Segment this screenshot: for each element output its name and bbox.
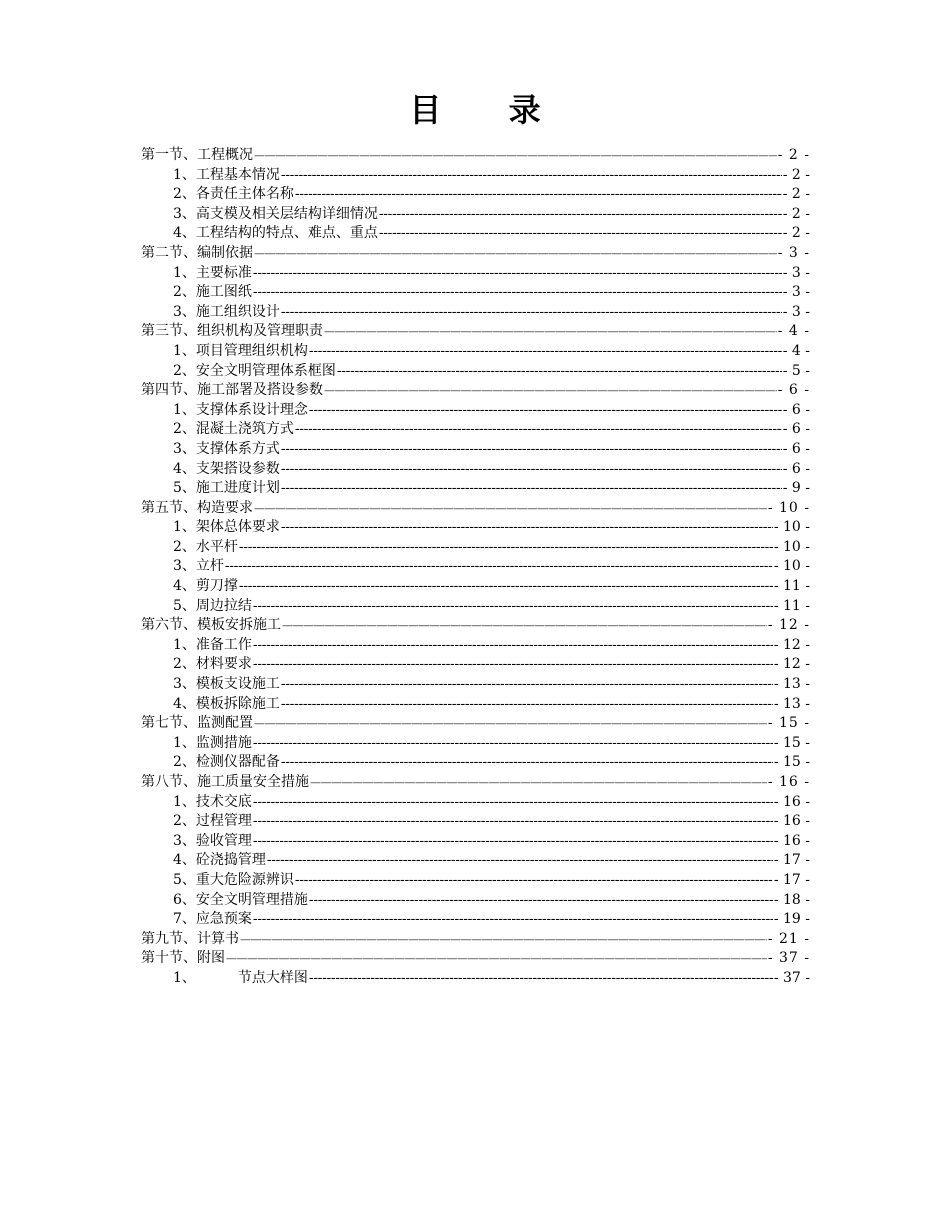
toc-page-number: - 12 -	[767, 617, 810, 634]
toc-entry-label	[173, 557, 224, 577]
toc-entry-text: 1、工程基本情况	[173, 166, 280, 183]
toc-entry-text: 1、主要标准	[173, 264, 252, 281]
toc-subsection-entry[interactable]	[141, 734, 810, 754]
toc-subsection-entry[interactable]	[141, 636, 810, 656]
toc-entry-label	[141, 949, 225, 969]
toc-subsection-entry[interactable]	[141, 479, 810, 499]
toc-dot-leader	[267, 851, 773, 871]
toc-section-entry[interactable]	[141, 381, 810, 401]
table-of-contents	[141, 146, 810, 989]
toc-page-number: - 12 -	[773, 636, 810, 653]
toc-entry-text: 第九节、计算书	[141, 930, 239, 947]
toc-subsection-entry[interactable]	[141, 224, 810, 244]
toc-page-number: - 5 -	[782, 362, 810, 379]
toc-section-entry[interactable]	[141, 146, 810, 166]
toc-entry-text: 1、	[173, 969, 196, 986]
toc-dot-leader	[281, 460, 782, 480]
toc-dot-leader	[379, 224, 782, 244]
toc-page-number: - 10 -	[773, 519, 810, 536]
toc-subsection-entry[interactable]	[141, 401, 810, 421]
toc-entry-label	[141, 381, 323, 401]
toc-dot-leader	[295, 420, 782, 440]
toc-dot-leader	[281, 303, 782, 323]
toc-page-number: - 13 -	[773, 676, 810, 693]
toc-section-entry[interactable]	[141, 322, 810, 342]
toc-entry-text: 4、模板拆除施工	[173, 695, 280, 712]
toc-entry-text: 2、过程管理	[173, 813, 252, 830]
toc-dot-leader	[239, 538, 773, 558]
toc-entry-text: 第八节、施工质量安全措施	[141, 774, 309, 790]
toc-entry-label	[141, 616, 281, 636]
toc-entry-text: 1、技术交底	[173, 793, 252, 810]
toc-entry-text: 5、重大危险源辨识	[173, 871, 294, 888]
toc-entry-text: 第二节、编制依据	[141, 244, 253, 261]
toc-entry-text: 第一节、工程概况	[141, 147, 253, 163]
toc-subsection-entry[interactable]	[141, 891, 810, 911]
toc-dot-leader	[254, 499, 767, 519]
toc-dot-leader	[282, 616, 767, 636]
toc-entry-text: 第四节、施工部署及搭设参数	[141, 382, 323, 399]
toc-page-number: - 9 -	[782, 480, 810, 497]
toc-entry-text: 1、准备工作	[173, 636, 252, 653]
toc-subsection-entry[interactable]	[141, 166, 810, 186]
toc-subsection-entry[interactable]	[141, 753, 810, 773]
toc-page-number: - 2 -	[777, 147, 810, 163]
toc-section-entry[interactable]	[141, 930, 810, 950]
toc-dot-leader	[253, 597, 773, 617]
toc-page-number: - 3 -	[782, 303, 810, 320]
toc-dot-leader	[226, 949, 767, 969]
toc-dot-leader	[281, 753, 773, 773]
toc-page-number: - 11 -	[773, 578, 810, 595]
toc-entry-text: 4、剪刀撑	[173, 578, 238, 595]
toc-entry-text: 3、立杆	[173, 558, 224, 575]
toc-entry-label	[173, 655, 252, 675]
toc-entry-text: 第十节、附图	[141, 950, 225, 967]
toc-entry-label	[141, 146, 253, 166]
toc-page-number: - 10 -	[773, 558, 810, 575]
toc-entry-label	[173, 695, 280, 715]
toc-dot-leader	[281, 695, 773, 715]
toc-dot-leader	[379, 205, 782, 225]
toc-entry-label	[173, 264, 252, 284]
toc-dot-leader	[309, 891, 773, 911]
toc-entry-text: 2、安全文明管理体系框图	[173, 362, 336, 379]
toc-page-number: - 2 -	[782, 205, 810, 222]
toc-dot-leader	[281, 166, 782, 186]
toc-entry-label	[141, 930, 239, 950]
toc-page-number: - 19 -	[773, 911, 810, 928]
toc-page-number: - 15 -	[773, 754, 810, 771]
toc-subsection-entry[interactable]	[141, 283, 810, 303]
toc-page-number: - 3 -	[777, 244, 810, 261]
toc-subsection-entry[interactable]	[141, 460, 810, 480]
toc-entry-label	[173, 538, 238, 558]
toc-subsection-entry[interactable]	[141, 342, 810, 362]
toc-entry-label	[173, 342, 308, 362]
toc-dot-leader	[337, 362, 782, 382]
toc-page-number: - 16 -	[773, 832, 810, 849]
toc-entry-text: 7、应急预案	[173, 911, 252, 928]
toc-page-number: - 6 -	[777, 382, 810, 399]
toc-section-entry[interactable]	[141, 499, 810, 519]
toc-entry-label	[173, 832, 252, 852]
toc-entry-label	[173, 185, 294, 205]
toc-dot-leader	[253, 655, 773, 675]
toc-page-number: - 3 -	[782, 264, 810, 281]
toc-entry-label	[173, 518, 280, 538]
toc-entry-label	[173, 910, 252, 930]
toc-page-number: - 15 -	[767, 715, 810, 732]
toc-entry-label	[173, 224, 378, 244]
toc-entry-label	[173, 753, 280, 773]
toc-dot-leader	[253, 832, 773, 852]
toc-page-number: - 6 -	[782, 421, 810, 438]
toc-subsection-entry[interactable]	[141, 597, 810, 617]
toc-dot-leader	[310, 773, 767, 793]
toc-dot-leader	[240, 930, 767, 950]
toc-page-number: - 2 -	[782, 186, 810, 203]
toc-dot-leader	[295, 185, 782, 205]
toc-entry-text-continued: 节点大样图	[237, 969, 308, 986]
toc-page-number: - 6 -	[782, 401, 810, 418]
toc-entry-text: 4、工程结构的特点、难点、重点	[173, 225, 378, 242]
toc-entry-label	[173, 793, 252, 813]
toc-page-number: - 16 -	[767, 774, 810, 790]
toc-page-number: - 18 -	[773, 891, 810, 908]
toc-entry-label	[141, 499, 253, 519]
toc-subsection-entry[interactable]	[141, 793, 810, 813]
toc-entry-label	[173, 440, 280, 460]
toc-subsection-entry[interactable]	[141, 538, 810, 558]
toc-subsection-entry[interactable]	[141, 264, 810, 284]
toc-entry-text: 1、支撑体系设计理念	[173, 401, 308, 418]
toc-subsection-entry[interactable]	[141, 832, 810, 852]
toc-subsection-entry[interactable]	[141, 205, 810, 225]
toc-entry-text: 3、模板支设施工	[173, 676, 280, 693]
toc-dot-leader	[253, 734, 773, 754]
toc-subsection-entry[interactable]	[141, 303, 810, 323]
toc-dot-leader	[253, 793, 773, 813]
toc-subsection-entry[interactable]	[141, 910, 810, 930]
toc-page-number: - 10 -	[767, 499, 810, 516]
toc-entry-label	[141, 773, 309, 793]
toc-entry-text: 2、各责任主体名称	[173, 186, 294, 203]
toc-dot-leader	[254, 244, 777, 264]
toc-entry-text: 5、周边拉结	[173, 597, 252, 614]
toc-entry-text: 4、砼浇捣管理	[173, 852, 266, 869]
toc-entry-label	[173, 636, 252, 656]
toc-entry-label	[173, 577, 238, 597]
toc-entry-text: 2、混凝土浇筑方式	[173, 421, 294, 438]
page-title: 目 录	[409, 91, 569, 129]
toc-subsection-entry[interactable]	[141, 440, 810, 460]
toc-page-number: - 37 -	[773, 969, 810, 986]
toc-subsection-entry[interactable]	[141, 655, 810, 675]
toc-subsection-entry[interactable]	[141, 362, 810, 382]
toc-section-entry[interactable]	[141, 714, 810, 734]
toc-page-number: - 4 -	[782, 342, 810, 359]
toc-entry-label	[173, 851, 266, 871]
toc-dot-leader	[309, 342, 782, 362]
toc-subsection-entry[interactable]	[141, 557, 810, 577]
toc-dot-leader	[324, 381, 777, 401]
toc-page-number: - 10 -	[773, 538, 810, 555]
toc-entry-label	[173, 420, 294, 440]
toc-entry-label	[173, 303, 280, 323]
toc-dot-leader	[253, 264, 782, 284]
toc-entry-text: 1、监测措施	[173, 734, 252, 751]
toc-entry-text: 5、施工进度计划	[173, 480, 280, 497]
toc-subsection-entry[interactable]	[141, 851, 810, 871]
toc-page-number: - 11 -	[773, 597, 810, 614]
toc-dot-leader	[281, 479, 782, 499]
toc-entry-label	[173, 675, 280, 695]
toc-section-entry[interactable]	[141, 616, 810, 636]
toc-page-number: - 12 -	[773, 656, 810, 673]
toc-dot-leader	[225, 557, 773, 577]
toc-entry-text: 2、施工图纸	[173, 284, 252, 301]
toc-entry-label	[141, 322, 323, 342]
toc-subsection-entry[interactable]	[141, 675, 810, 695]
toc-dot-leader	[295, 871, 773, 891]
toc-entry-text: 第五节、构造要求	[141, 499, 253, 516]
toc-entry-label	[173, 812, 252, 832]
toc-entry-label	[173, 871, 294, 891]
toc-section-entry[interactable]	[141, 949, 810, 969]
toc-subsection-entry[interactable]	[141, 577, 810, 597]
toc-subsection-entry[interactable]	[141, 871, 810, 891]
toc-entry-text: 3、验收管理	[173, 832, 252, 849]
toc-entry-text: 2、检测仪器配备	[173, 754, 280, 771]
toc-entry-label	[173, 205, 378, 225]
toc-entry-text: 4、支架搭设参数	[173, 460, 280, 477]
toc-entry-label	[173, 460, 280, 480]
toc-section-entry[interactable]	[141, 244, 810, 264]
toc-dot-leader	[253, 910, 773, 930]
toc-entry-label	[173, 401, 308, 421]
toc-page-number: - 3 -	[782, 284, 810, 301]
toc-entry-label	[173, 597, 252, 617]
toc-entry-text: 第六节、模板安拆施工	[141, 617, 281, 634]
toc-entry-text: 第七节、监测配置	[141, 715, 253, 732]
toc-dot-leader	[253, 283, 782, 303]
toc-page-number: - 21 -	[767, 930, 810, 947]
toc-page-number: - 13 -	[773, 695, 810, 712]
toc-dot-leader	[254, 146, 777, 166]
toc-page-number: - 16 -	[773, 813, 810, 830]
toc-dot-leader	[253, 812, 773, 832]
toc-entry-label	[173, 362, 336, 382]
toc-page-number: - 37 -	[767, 950, 810, 967]
toc-page-number: - 4 -	[777, 323, 810, 340]
toc-entry-text: 3、施工组织设计	[173, 303, 280, 320]
toc-entry-label	[173, 166, 280, 186]
toc-entry-text: 1、架体总体要求	[173, 519, 280, 536]
toc-page-number: - 6 -	[782, 460, 810, 477]
toc-dot-leader	[309, 401, 782, 421]
toc-page-number: - 16 -	[773, 793, 810, 810]
toc-page-number: - 15 -	[773, 734, 810, 751]
toc-subsection-entry[interactable]	[141, 812, 810, 832]
toc-subsection-entry[interactable]	[141, 420, 810, 440]
toc-entry-label	[173, 969, 308, 989]
toc-dot-leader	[254, 714, 767, 734]
toc-section-entry[interactable]	[141, 773, 810, 793]
toc-subsection-entry[interactable]	[141, 695, 810, 715]
toc-entry-text: 3、高支模及相关层结构详细情况	[173, 205, 378, 222]
toc-dot-leader	[309, 969, 773, 989]
toc-dot-leader	[239, 577, 773, 597]
toc-subsection-entry[interactable]	[141, 185, 810, 205]
toc-page-number: - 17 -	[773, 871, 810, 888]
toc-entry-label	[173, 734, 252, 754]
toc-dot-leader	[324, 322, 777, 342]
toc-entry-label	[173, 283, 252, 303]
toc-page-number: - 6 -	[782, 440, 810, 457]
toc-entry-label	[141, 244, 253, 264]
toc-dot-leader	[281, 440, 782, 460]
toc-page-number: - 2 -	[782, 225, 810, 242]
toc-entry-text: 3、支撑体系方式	[173, 440, 280, 457]
toc-entry-label	[173, 479, 280, 499]
toc-entry-label	[141, 714, 253, 734]
toc-dot-leader	[281, 518, 773, 538]
toc-entry-text: 1、项目管理组织机构	[173, 342, 308, 359]
toc-entry-text: 第三节、组织机构及管理职责	[141, 323, 323, 340]
toc-dot-leader	[253, 636, 773, 656]
toc-entry-label	[173, 891, 308, 911]
toc-entry-text: 6、安全文明管理措施	[173, 891, 308, 908]
toc-page-number: - 17 -	[773, 852, 810, 869]
toc-dot-leader	[281, 675, 773, 695]
toc-entry-text: 2、水平杆	[173, 538, 238, 555]
toc-subsection-entry[interactable]	[141, 969, 810, 989]
toc-entry-text: 2、材料要求	[173, 656, 252, 673]
toc-page-number: - 2 -	[782, 166, 810, 183]
toc-subsection-entry[interactable]	[141, 518, 810, 538]
